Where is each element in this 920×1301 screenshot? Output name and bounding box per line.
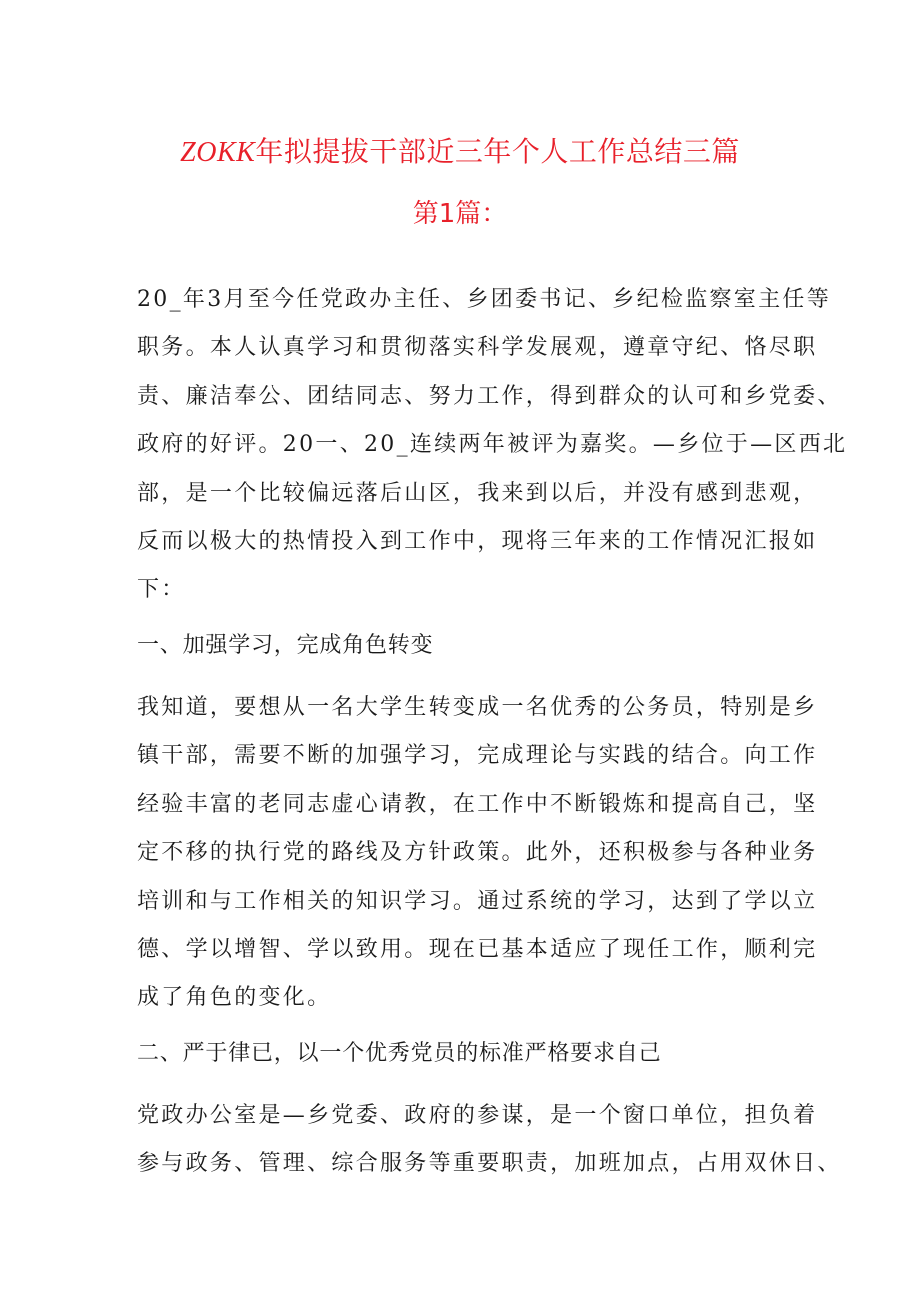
paragraph-line: 镇干部，需要不断的加强学习，完成理论与实践的结合。向工作 [137,743,818,769]
paragraph-line: 培训和与工作相关的知识学习。通过系统的学习，达到了学以立 [137,888,818,914]
document-title [0,132,920,173]
paragraph-line: 经验丰富的老同志虚心请教，在工作中不断锻炼和提高自己，坚 [137,791,818,817]
paragraph-line: 政府的好评。20一、20_连续两年被评为嘉奖。—乡位于—区西北 [137,432,848,458]
section-heading-2: 二、严于律已，以一个优秀党员的标准严格要求自己 [137,1041,662,1066]
paragraph-line: 德、学以增智、学以致用。现在已基本适应了现任工作，顺利完 [137,936,818,962]
section-heading-1: 一、加强学习，完成角色转变 [137,633,434,658]
paragraph-line: 反而以极大的热情投入到工作中，现将三年来的工作情况汇报如 [137,528,818,554]
paragraph-line: 成了角色的变化。 [137,985,332,1011]
paragraph-line: 党政办公室是—乡党委、政府的参谋，是一个窗口单位，担负着 [137,1103,818,1128]
title-text: 年拟提拔干部近三年个人工作总结三篇 [255,135,740,168]
paragraph-3 [137,1092,842,1189]
paragraph-2 [137,684,818,1023]
paragraph-line: 下： [137,577,186,603]
title-prefix: ZOKK [180,137,256,168]
paragraph-line: 责、廉洁奉公、团结同志、努力工作，得到群众的认可和乡党委、 [137,383,842,409]
paragraph-line: 定不移的执行党的路线及方针政策。此外，还积极参与各种业务 [137,840,818,866]
paragraph-line: 参与政务、管理、综合服务等重要职责，加班加点，占用双休日、 [137,1151,842,1177]
paragraph-line: 部，是一个比较偏远落后山区，我来到以后，并没有感到悲观， [137,480,818,506]
section-subtitle: 第1篇： [412,199,508,229]
paragraph-line: 20_年3月至今任党政办主任、乡团委书记、乡纪检监察室主任等 [137,287,831,312]
paragraph-line: 职务。本人认真学习和贯彻落实科学发展观，遵章守纪、恪尽职 [137,335,818,361]
paragraph-1 [137,276,848,615]
paragraph-line: 我知道，要想从一名大学生转变成一名优秀的公务员，特别是乡 [137,695,818,720]
